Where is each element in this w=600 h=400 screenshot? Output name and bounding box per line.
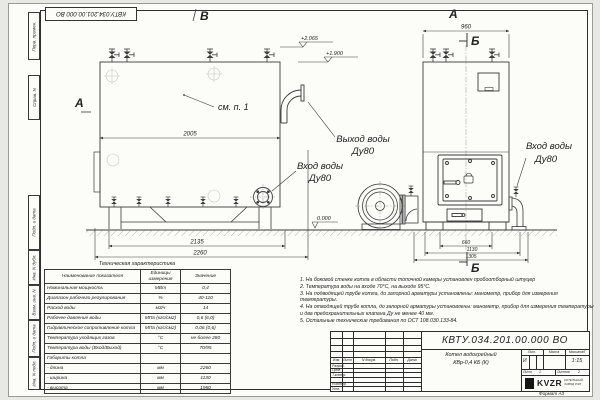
table-row (45, 354, 231, 364)
support-foot (489, 222, 506, 230)
safety-valve-icon (207, 49, 218, 62)
drain-valve-icon (233, 197, 239, 207)
safety-valve-icon (489, 49, 500, 62)
param-unit: МПа (кгс/см2) (141, 314, 181, 324)
dim-text-2260: 2260 (193, 250, 207, 257)
outlet-label: Выход воды (336, 134, 390, 145)
drain-valve-icon (136, 197, 142, 207)
param-unit: °С (141, 334, 181, 344)
dim-text-2135: 2135 (190, 239, 204, 246)
elevation-marks (280, 36, 358, 228)
note-item: 4. На отводящей трубе котла, до запорной арматуры установлены: манометр, прибор для измерения температуры и два предохранительных клапана Ду не менее 40 мм. (300, 304, 594, 317)
title-block (330, 331, 590, 392)
inlet-valve-icon (513, 187, 519, 197)
table-row (45, 364, 231, 374)
section-mark-b-top (459, 33, 480, 48)
table-row (45, 294, 231, 304)
see-note-callout (183, 94, 249, 112)
boiler-front-view (423, 45, 526, 250)
frame-label: Инв. N дубл. (31, 254, 37, 281)
inlet-pipe-right (509, 187, 526, 230)
support-frame (109, 207, 271, 229)
see-note-text: см. п. 1 (218, 102, 249, 112)
param-name: Диапазон рабочего регулирования (45, 294, 141, 304)
param-unit: мм (141, 374, 181, 384)
frame-label: Справ. N (31, 88, 37, 107)
kvzr-logo-text: KVZR (537, 378, 563, 388)
param-value: 40-110 (181, 294, 231, 304)
param-unit: мм (141, 364, 181, 374)
inlet-flange (250, 184, 276, 210)
col-data: Дата (407, 357, 417, 362)
elevation-1900: +1.900 (326, 51, 343, 57)
sign-prov: Пров. (332, 368, 342, 373)
elevation-2065: +2.065 (301, 36, 318, 42)
frame-label: Перв. примен. (31, 21, 37, 51)
col-header: Значение (181, 270, 231, 284)
frame-label: Инв. N подл. (31, 360, 37, 387)
sheet-label: Лист (523, 370, 533, 375)
param-value: 1950 (181, 384, 231, 394)
sign-tkontr: Т.контр. (332, 372, 347, 377)
mass-header: Масса (548, 350, 560, 354)
note-item: 5. Остальные технические требования по ОСТ 108.030.133-84. (300, 317, 458, 324)
view-label-a-side: А (75, 96, 84, 110)
dims-left-bottom (95, 150, 308, 260)
scale-value: 1:15 (571, 358, 583, 364)
dim-text-2005: 2005 (183, 131, 197, 138)
inlet-right-label: Вход воды (525, 141, 573, 152)
col-list: Лист (342, 357, 352, 362)
support-foot (426, 222, 443, 230)
boiler-side-view (94, 49, 304, 229)
dim-text-960: 960 (460, 24, 472, 31)
table-row (45, 374, 231, 384)
dim-text-1305: 1305 (465, 253, 477, 260)
view-labels (74, 7, 458, 112)
dim-text-1130: 1130 (466, 246, 478, 253)
col-izm: Изм. (332, 357, 341, 362)
safety-valve-icon (109, 49, 120, 62)
param-unit: мм (141, 384, 181, 394)
safety-valve-icon (430, 49, 441, 62)
param-name: Номинальная мощность (45, 284, 141, 294)
param-unit: °С (141, 344, 181, 354)
sign-utv: Утв. (332, 386, 340, 391)
param-unit (141, 354, 181, 364)
product-name-line1: Котел водогрейный (445, 352, 497, 358)
table-row (45, 314, 231, 324)
tech-table-title: Техническая характеристика (98, 261, 176, 267)
kvzr-logo-icon (525, 378, 534, 389)
param-name: - длина (45, 364, 141, 374)
param-name: Габариты котла (45, 354, 141, 364)
col-podp: Подп. (389, 357, 399, 362)
param-name: - ширина (45, 374, 141, 384)
section-label-b: Б (471, 34, 480, 48)
lit-header: Лит. (527, 350, 537, 354)
param-value: 0,6 (6,0) (181, 314, 231, 324)
param-value: не более 280 (181, 334, 231, 344)
elevation-zero: 0.000 (317, 216, 331, 222)
drain-valve-icon (111, 197, 117, 207)
param-value: 0,06 (0,6) (181, 324, 231, 334)
fan-assembly (355, 181, 418, 230)
sheets-label: Листов (557, 370, 570, 375)
safety-valve-icon (443, 49, 454, 62)
format-label: Формат А3 (538, 391, 565, 396)
sheets-value: 2 (578, 370, 580, 375)
lit-value: И (522, 358, 527, 364)
param-unit: МВт (141, 284, 181, 294)
table-row (45, 344, 231, 354)
sheet-value: 1 (539, 370, 541, 375)
top-designation-stamp: КВТУ.034.201.00.000 ВО (45, 7, 137, 21)
safety-valve-icon (264, 49, 275, 62)
frame-label: Подп. и дата (31, 208, 37, 237)
table-row (45, 324, 231, 334)
frame-label: Взам. инв. N (31, 289, 37, 316)
table-header-row (45, 270, 231, 284)
dim-text-660: 660 (461, 239, 471, 246)
dim-2005 (100, 132, 280, 139)
param-name: - высота (45, 384, 141, 394)
frame-label: Подп. и дата (31, 324, 37, 353)
dims-right (414, 25, 528, 264)
param-unit: % (141, 294, 181, 304)
sign-razrab: Разраб. (332, 363, 345, 368)
param-value (181, 354, 231, 364)
param-unit: м3/ч (141, 304, 181, 314)
param-name: Рабочее давление воды (45, 314, 141, 324)
note-item: 1. На боковой стенке котла в области топочной камеры установлен пробоотборный штуцер (300, 277, 536, 283)
param-value: 2260 (181, 364, 231, 374)
furnace-door (438, 155, 502, 205)
drawing-designation: КВТУ.034.201.00.000 ВО (441, 334, 569, 346)
param-unit: МПа (кгс/см2) (141, 324, 181, 334)
param-name: Гидравлическое сопротивление котла (45, 324, 141, 334)
param-value: 0,4 (181, 284, 231, 294)
section-label-b: Б (471, 261, 480, 275)
view-label-a-front: А (449, 7, 458, 21)
inspection-hatch (478, 73, 499, 91)
ash-drawer (447, 209, 482, 221)
param-name: Расход воды (45, 304, 141, 314)
pipe-labels (272, 102, 572, 191)
product-name-line2: КВр-0,4 КБ (К) (453, 359, 489, 366)
door-handle (444, 181, 456, 184)
table-row (45, 334, 231, 344)
col-header: Наименование показателя (45, 270, 141, 284)
outlet-elbow (281, 85, 304, 123)
inlet-right-dn-label: Ду80 (534, 154, 558, 165)
table-row (45, 284, 231, 294)
duct-valve-icon (408, 186, 414, 196)
col-header: Единицы измерения (141, 270, 181, 284)
faint-target-marks (104, 66, 222, 202)
note-item: 2. Температура воды на входе 70°С, на выходе 95°С. (300, 283, 431, 290)
param-value: 14 (181, 304, 231, 314)
logo-sub2: ЗАВОД РЭП (564, 381, 582, 386)
note-item: 3. На подводящей трубе котла, до запорной арматуры установлены: манометр, прибор для измерения температуры. (300, 290, 558, 304)
latch-icon (464, 173, 473, 183)
table-row (45, 384, 231, 394)
param-value: 1130 (181, 374, 231, 384)
scale-header: Масштаб (568, 350, 586, 354)
outlet-dn-label: Ду80 (351, 146, 375, 157)
ground-line (86, 230, 557, 236)
sign-nkontr: Н.контр. (332, 382, 347, 387)
technical-notes (300, 277, 594, 324)
safety-valve-icon (124, 49, 135, 62)
param-value: 70/95 (181, 344, 231, 354)
inlet-dn-label: Ду80 (308, 173, 332, 184)
view-label-b: В (200, 9, 209, 23)
table-row (45, 304, 231, 314)
tech-characteristics-table (44, 269, 231, 394)
drain-valve-icon (165, 197, 171, 207)
col-ndocum: N докум. (361, 357, 377, 362)
logo-sub1: КОТЕЛЬНЫЙ (564, 377, 583, 382)
inlet-label: Вход воды (296, 161, 344, 172)
param-name: Температура воды (Вход/Выход) (45, 344, 141, 354)
param-name: Температура уходящих газов (45, 334, 141, 344)
drain-valve-icon (200, 197, 206, 207)
